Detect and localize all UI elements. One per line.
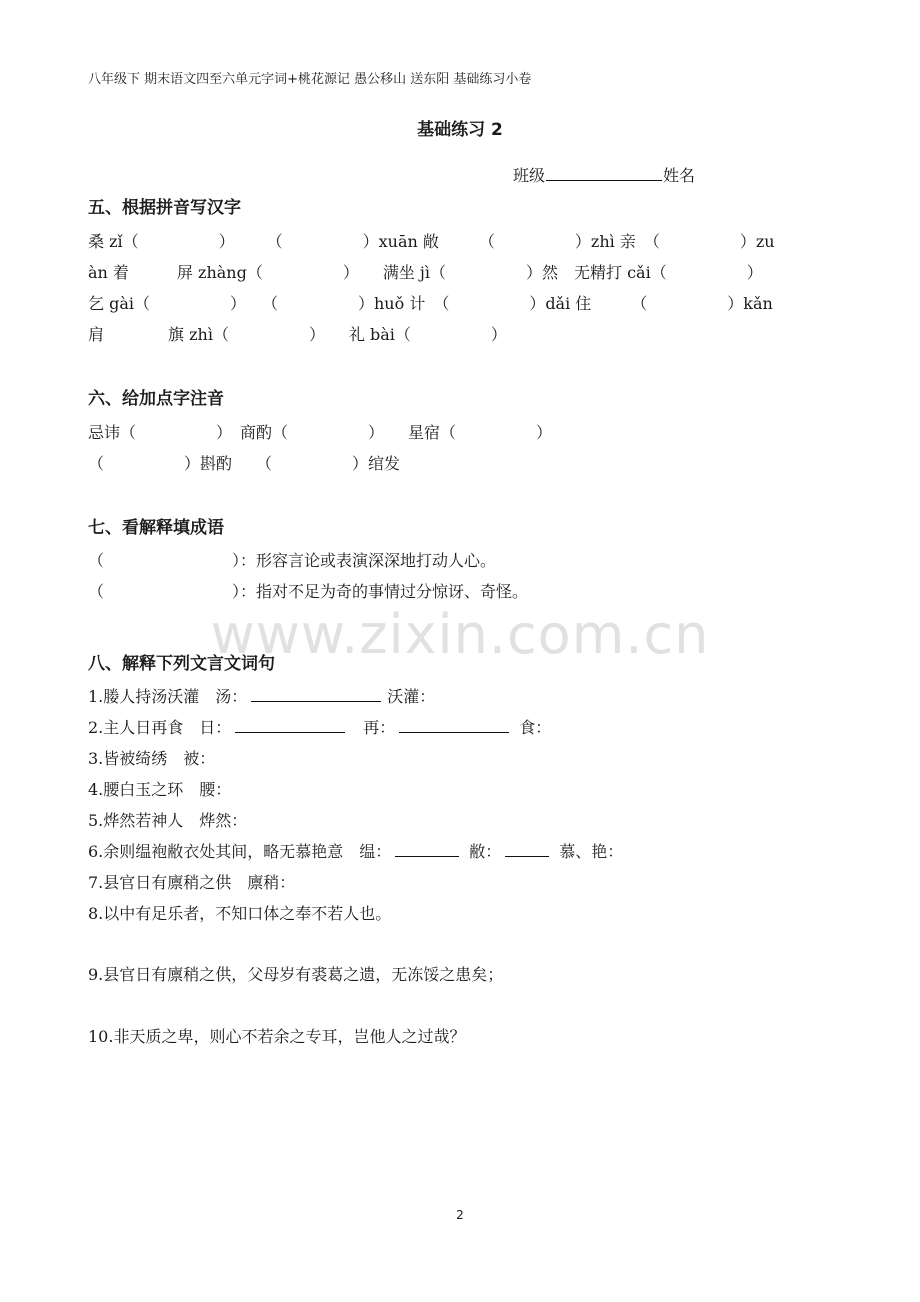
section8-item-1: 1.媵人持汤沃灌 汤： 沃灌：: [88, 687, 436, 706]
section5-line: 桑 zǐ（ ） （ ）xuān 敞 （ ）zhì 亲 （ ）zu: [88, 232, 775, 251]
section8-item-8: 8.以中有足乐者，不知口体之奉不若人也。: [88, 904, 392, 923]
section8-item-2: 2.主人日再食 日： 再： 食：: [88, 718, 552, 737]
answer-blank[interactable]: [395, 842, 459, 857]
answer-blank[interactable]: [235, 718, 345, 733]
section8-item-10: 10.非天质之卑，则心不若余之专耳，岂他人之过哉？: [88, 1027, 466, 1046]
section8-heading: 八、解释下列文言文词句: [88, 654, 275, 674]
section7-line: （ ）：形容言论或表演深深地打动人心。: [88, 551, 497, 570]
page-number: 2: [456, 1208, 464, 1222]
section7-heading: 七、看解释填成语: [88, 518, 224, 538]
answer-blank[interactable]: [399, 718, 509, 733]
watermark: www.zixin.com.cn: [210, 603, 710, 666]
section7-line: （ ）：指对不足为奇的事情过分惊讶、奇怪。: [88, 582, 529, 601]
section5-heading: 五、根据拼音写汉字: [88, 198, 241, 218]
answer-blank[interactable]: [505, 842, 549, 857]
class-label: 班级: [513, 166, 546, 185]
name-label: 姓名: [663, 166, 696, 185]
page-header: 八年级下 期末语文四至六单元字词+桃花源记 愚公移山 送东阳 基础练习小卷: [88, 72, 532, 87]
section8-item-5: 5.烨然若神人 烨然：: [88, 811, 248, 830]
section8-item-9: 9.县官日有廪稍之供，父母岁有裘葛之遗，无冻馁之患矣；: [88, 965, 504, 984]
answer-blank[interactable]: [251, 687, 381, 702]
section6-line: （ ）斟酌 （ ）绾发: [88, 454, 401, 473]
section6-line: 忌讳（ ） 商酌（ ） 星宿（ ）: [88, 423, 553, 442]
section8-item-3: 3.皆被绮绣 被：: [88, 749, 216, 768]
section5-line: àn 着 屏 zhàng（ ） 满坐 jì（ ）然 无精打 cǎi（ ）: [88, 263, 763, 282]
section5-line: 肩 旗 zhì（ ） 礼 bài（ ）: [88, 325, 507, 344]
section8-item-6: 6.余则缊袍敝衣处其间，略无慕艳意 缊： 敝： 慕、艳：: [88, 842, 624, 861]
section8-item-7: 7.县官日有廪稍之供 廪稍：: [88, 873, 296, 892]
section5-line: 乞 gài（ ） （ ）huǒ 计 （ ）dǎi 住 （ ）kǎn: [88, 294, 773, 313]
class-name-line: [513, 163, 695, 186]
page-title: 基础练习 2: [417, 120, 503, 140]
section8-item-4: 4.腰白玉之环 腰：: [88, 780, 232, 799]
class-blank[interactable]: [546, 166, 662, 181]
section6-heading: 六、给加点字注音: [88, 389, 224, 409]
